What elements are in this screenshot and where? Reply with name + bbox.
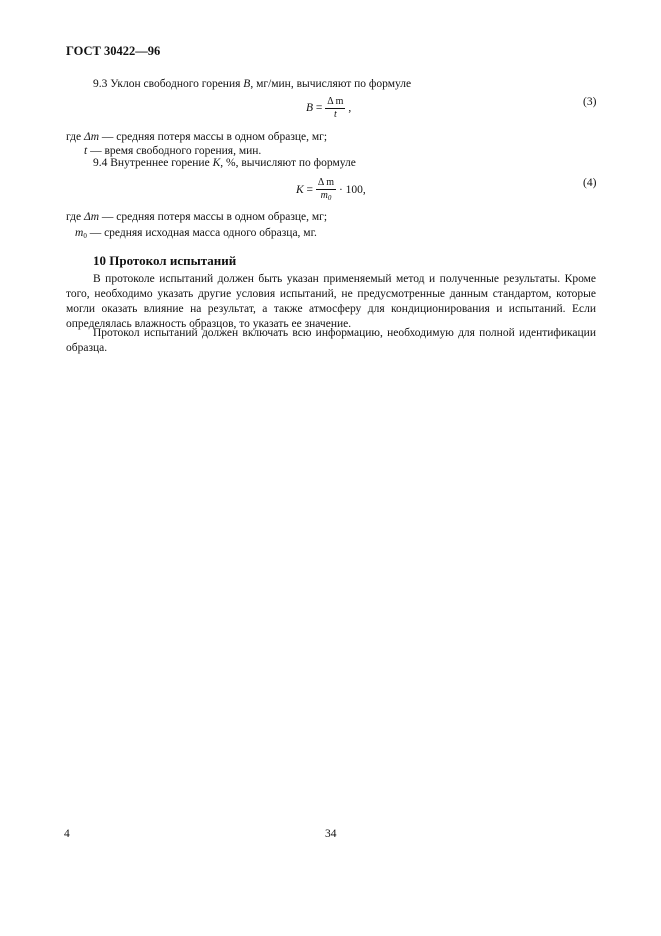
- definition-symbol: Δm: [83, 131, 100, 143]
- item-9-4-var: K: [212, 157, 221, 169]
- formula-3-number: (3): [583, 96, 597, 108]
- formula-4-numerator: Δ m: [317, 177, 335, 188]
- paragraph-1-text: В протоколе испытаний должен быть указан применяемый метод и полученные результаты. Кроме того, необходимо указать другие условия испытаний, не предусмотренные данным стандартом, которые могли оказать влияние на результат, а также атмосферу для кондиционирования и испытаний. Если определялась влажность образцов, то указать ее значение.: [66, 273, 596, 330]
- formula-4-number: (4): [583, 177, 597, 189]
- document-code: ГОСТ 30422—96: [66, 44, 161, 58]
- formula-3: [306, 96, 351, 121]
- item-9-3-var: B: [243, 78, 251, 90]
- item-9-4: [93, 157, 356, 169]
- formula-3-fraction: [325, 96, 345, 121]
- formula-4-den-var: m: [320, 190, 328, 201]
- item-9-3-text2: , мг/мин, вычисляют по формуле: [250, 78, 412, 90]
- definition-subscript: 0: [83, 232, 87, 240]
- definition-prefix: где: [66, 131, 84, 143]
- definition-4-1: [66, 211, 327, 223]
- definition-text: — средняя потеря массы в одном образце, мг;: [99, 131, 328, 143]
- definition-text: — средняя потеря массы в одном образце, мг;: [99, 211, 328, 223]
- definition-text: — время свободного горения, мин.: [87, 145, 262, 157]
- page-number-left: 4: [64, 828, 70, 840]
- formula-4-denominator: [316, 190, 336, 204]
- formula-4-fraction: [316, 177, 336, 204]
- formula-4-den-sub: 0: [327, 194, 332, 202]
- formula-4-tail: · 100,: [336, 184, 366, 197]
- paragraph-2: [66, 326, 596, 356]
- item-9-3-text: 9.3 Уклон свободного горения: [93, 78, 244, 90]
- paragraph-2-text: Протокол испытаний должен включать всю информацию, необходимую для полной идентификации образца.: [66, 327, 596, 354]
- definition-symbol: m: [75, 227, 84, 239]
- section-10-title: 10 Протокол испытаний: [93, 253, 237, 268]
- definition-symbol: t: [84, 145, 88, 157]
- definition-symbol: Δm: [83, 211, 100, 223]
- formula-4-lhs: K: [296, 184, 304, 197]
- item-9-3: [93, 78, 411, 90]
- formula-3-tail: ,: [345, 102, 352, 115]
- definition-3-1: [66, 131, 327, 143]
- definition-prefix: где: [66, 211, 84, 223]
- definition-4-2: [75, 227, 317, 240]
- formula-4-eq: =: [303, 184, 316, 197]
- formula-3-denominator: t: [333, 109, 337, 120]
- item-9-4-text: 9.4 Внутреннее горение: [93, 157, 213, 169]
- definition-3-2: [84, 145, 261, 157]
- formula-3-numerator: Δ m: [327, 96, 344, 107]
- definition-text: — средняя исходная масса одного образца, мг.: [86, 227, 317, 239]
- page-number-center: 34: [325, 828, 337, 840]
- formula-3-lhs: B: [306, 102, 314, 115]
- formula-3-eq: =: [313, 102, 326, 115]
- item-9-4-text2: , %, вычисляют по формуле: [220, 157, 356, 169]
- formula-4: [296, 177, 366, 204]
- paragraph-1: [66, 272, 596, 332]
